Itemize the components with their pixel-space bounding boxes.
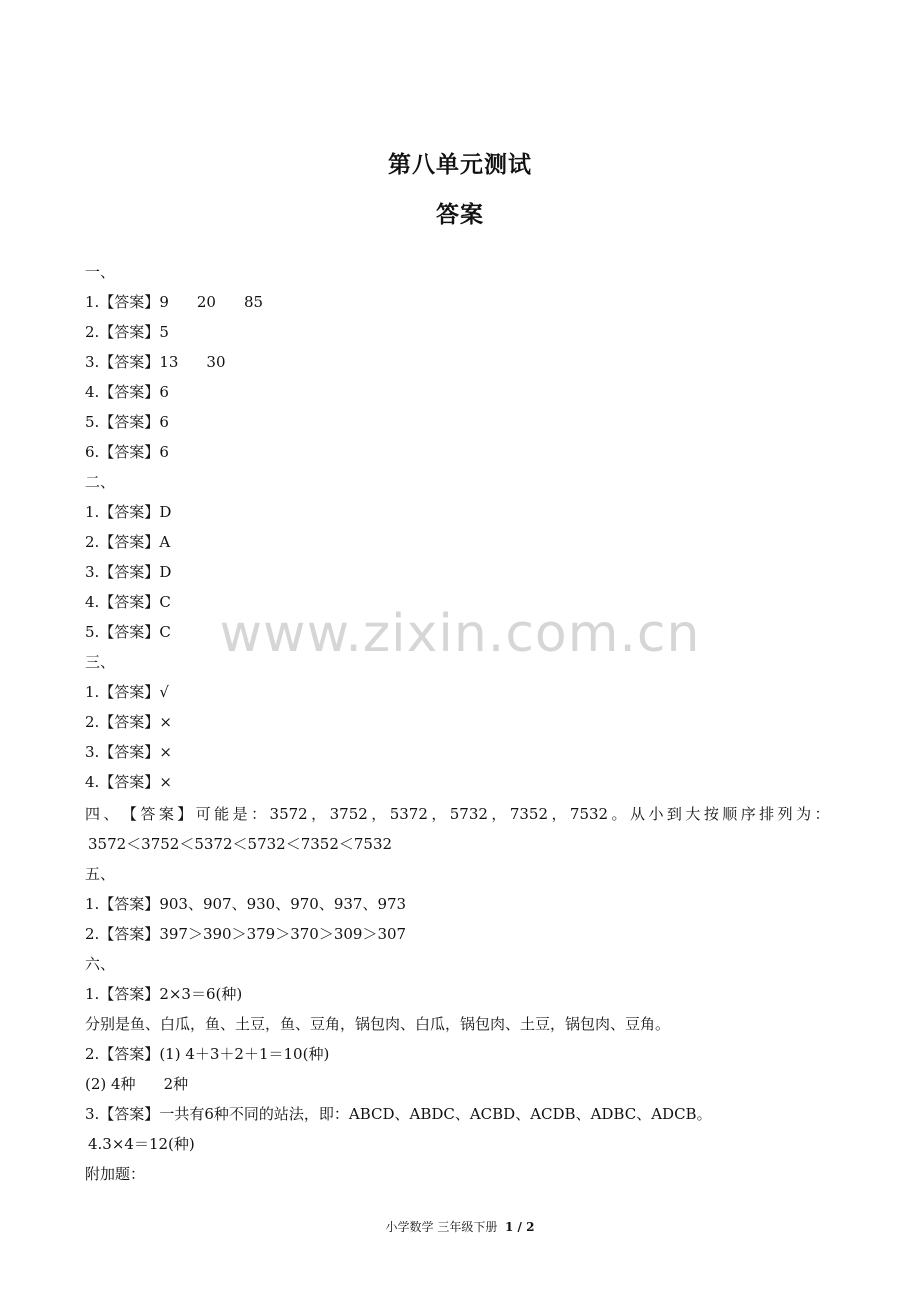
answer-line: 3.【答案】一共有6种不同的站法，即：ABCD、ABDC、ACBD、ACDB、ADBC、ADCB。 bbox=[85, 1105, 712, 1123]
answer-line: 2.【答案】397＞390＞379＞370＞309＞307 bbox=[85, 925, 407, 943]
token: 3572 bbox=[269, 805, 308, 823]
token: 排 bbox=[759, 805, 775, 823]
answer-line: 1.【答案】√ bbox=[85, 683, 169, 701]
watermark: www.zixin.com.cn bbox=[219, 604, 701, 664]
token: 按 bbox=[703, 805, 719, 823]
token: ， bbox=[491, 805, 507, 823]
token: ： bbox=[814, 805, 830, 823]
answer-line: 4.【答案】6 bbox=[85, 383, 169, 401]
bonus-heading: 附加题： bbox=[85, 1165, 146, 1183]
token: 】 bbox=[177, 805, 193, 823]
answer-line: 2.【答案】× bbox=[85, 713, 172, 731]
answer-line: (2) 4种 2种 bbox=[85, 1075, 189, 1093]
answer-line: 3.【答案】D bbox=[85, 563, 172, 581]
section-4-order: 3572＜3752＜5372＜5732＜7352＜7532 bbox=[88, 835, 393, 853]
answer-line: 1.【答案】903、907、930、970、937、973 bbox=[85, 895, 407, 913]
answer-line: 3.【答案】13 30 bbox=[85, 353, 226, 371]
answer-line: 1.【答案】D bbox=[85, 503, 172, 521]
answer-line: 1.【答案】2×3＝6(种) bbox=[85, 985, 243, 1003]
page-footer: 小学数学 三年级下册 1 / 2 bbox=[385, 1220, 535, 1234]
token: 3752 bbox=[329, 805, 368, 823]
token: 5732 bbox=[449, 805, 488, 823]
answer-line: 4.3×4＝12(种) bbox=[88, 1135, 195, 1153]
answer-line: 6.【答案】6 bbox=[85, 443, 169, 461]
section-heading-2: 二、 bbox=[85, 473, 116, 491]
answer-line: 2.【答案】A bbox=[85, 533, 171, 551]
answer-detail: 分别是鱼、白瓜，鱼、土豆，鱼、豆角，锅包肉、白瓜，锅包肉、土豆，锅包肉、豆角。 bbox=[85, 1015, 671, 1033]
token: 。 bbox=[611, 805, 627, 823]
token: 大 bbox=[685, 805, 701, 823]
token: 答 bbox=[140, 805, 156, 823]
token: 列 bbox=[777, 805, 793, 823]
answer-line: 4.【答案】C bbox=[85, 593, 171, 611]
token: 案 bbox=[158, 805, 174, 823]
token: 顺 bbox=[722, 805, 738, 823]
token: 小 bbox=[648, 805, 664, 823]
token: ， bbox=[431, 805, 447, 823]
answer-line: 2.【答案】5 bbox=[85, 323, 169, 341]
token: 能 bbox=[214, 805, 230, 823]
section-heading-3: 三、 bbox=[85, 653, 116, 671]
section-heading-1: 一、 bbox=[85, 263, 116, 281]
token: 、 bbox=[103, 805, 119, 823]
token: 四 bbox=[85, 805, 101, 823]
token: 【 bbox=[121, 805, 137, 823]
answer-line: 5.【答案】C bbox=[85, 623, 171, 641]
token: 到 bbox=[666, 805, 682, 823]
token: 7352 bbox=[509, 805, 549, 823]
token: ， bbox=[551, 805, 567, 823]
token: 可 bbox=[195, 805, 211, 823]
token: ， bbox=[311, 805, 327, 823]
token: 为 bbox=[796, 805, 812, 823]
page-subtitle: 答案 bbox=[436, 202, 484, 228]
answer-line: 2.【答案】(1) 4＋3＋2＋1＝10(种) bbox=[85, 1045, 330, 1063]
token: 是 bbox=[232, 805, 248, 823]
token: 从 bbox=[630, 805, 646, 823]
token: ， bbox=[371, 805, 387, 823]
answer-line: 3.【答案】× bbox=[85, 743, 172, 761]
section-4-answer bbox=[85, 804, 830, 824]
token: 5372 bbox=[389, 805, 428, 823]
page-title: 第八单元测试 bbox=[388, 152, 532, 178]
answer-line: 1.【答案】9 20 85 bbox=[85, 293, 264, 311]
token: 7532 bbox=[569, 805, 609, 823]
section-heading-5: 五、 bbox=[85, 865, 116, 883]
answer-line: 5.【答案】6 bbox=[85, 413, 169, 431]
token: ： bbox=[251, 805, 267, 823]
answer-line: 4.【答案】× bbox=[85, 773, 172, 791]
section-heading-6: 六、 bbox=[85, 955, 116, 973]
token: 序 bbox=[740, 805, 756, 823]
